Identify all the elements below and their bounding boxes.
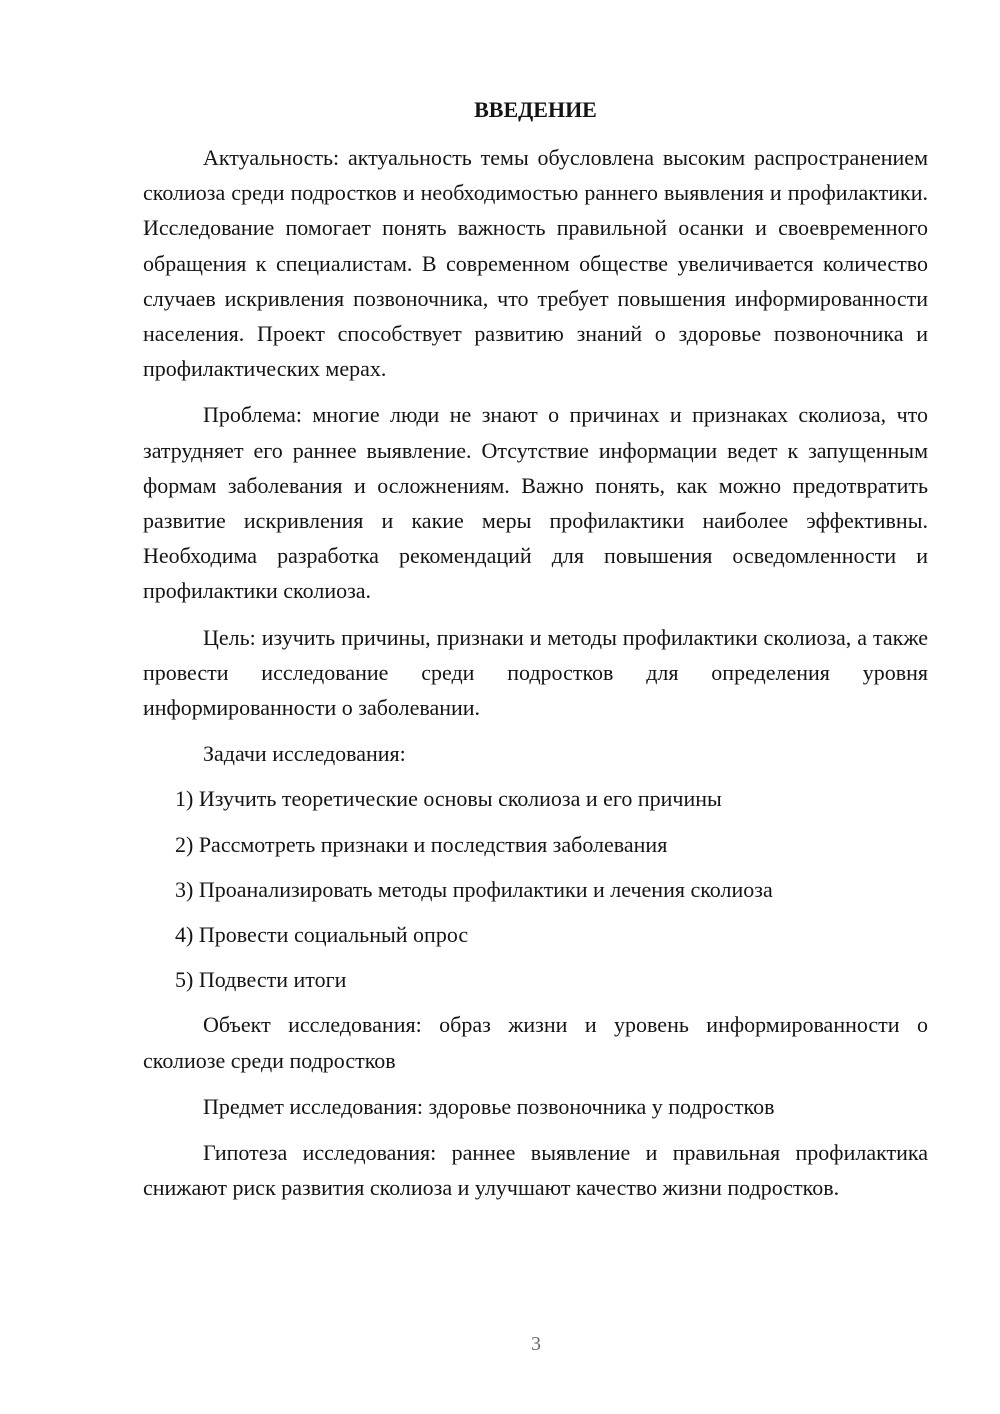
task-item: 4) Провести социальный опрос: [175, 922, 469, 948]
page-number: 3: [531, 1333, 541, 1355]
task-item: 1) Изучить теоретические основы сколиоза и его причины: [175, 786, 722, 812]
task-item: 3) Проанализировать методы профилактики и лечения сколиоза: [175, 876, 773, 902]
tasks-list: [143, 781, 928, 997]
object-paragraph: Объект исследования: образ жизни и уровень информированности о сколиозе среди подростков: [143, 1012, 928, 1073]
page-content: [143, 92, 928, 1216]
relevance-paragraph: Актуальность: актуальность темы обусловлена высоким распространением сколиоза среди подростков и необходимостью раннего выявления и профилактики. Исследование помогает понять важность правильной осанки и своевременного обращения к специалистам. В современном обществе увеличивается количество случаев искривления позвоночника, что требует повышения информированности населения. Проект способствует развитию знаний о здоровье позвоночника и профилактических мерах.: [143, 145, 928, 382]
tasks-heading: Задачи исследования:: [203, 741, 406, 767]
task-item: 5) Подвести итоги: [175, 967, 347, 993]
problem-paragraph: Проблема: многие люди не знают о причинах и признаках сколиоза, что затрудняет его раннее выявление. Отсутствие информации ведет к запущенным формам заболевания и осложнениям. Важно понять, как можно предотвратить развитие искривления и какие меры профилактики наиболее эффективны. Необходима разработка рекомендаций для повышения осведомленности и профилактики сколиоза.: [143, 402, 928, 604]
task-item: 2) Рассмотреть признаки и последствия заболевания: [175, 831, 668, 857]
hypothesis-paragraph: Гипотеза исследования: раннее выявление и правильная профилактика снижают риск развития сколиоза и улучшают качество жизни подростков.: [143, 1140, 928, 1201]
subject-paragraph: Предмет исследования: здоровье позвоночника у подростков: [203, 1093, 775, 1119]
page-title: ВВЕДЕНИЕ: [474, 97, 597, 122]
goal-paragraph: Цель: изучить причины, признаки и методы профилактики сколиоза, а также провести исследование среди подростков для определения уровня информированности о заболевании.: [143, 624, 928, 721]
